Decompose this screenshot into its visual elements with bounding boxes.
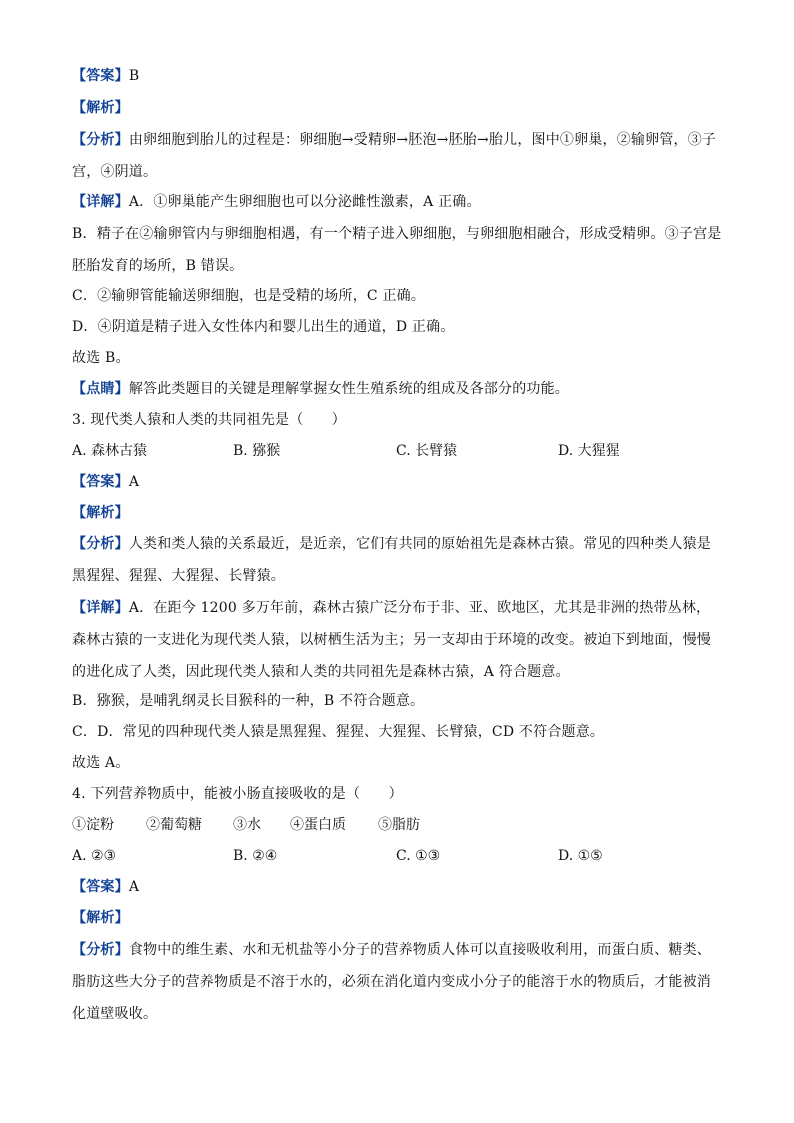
q4-answer-line [72, 877, 724, 897]
q2-dianjing [72, 379, 724, 399]
fenxi-label: 【分析】 [72, 942, 129, 958]
q2-analysis-heading [72, 98, 724, 118]
q4-option-d: D. ①⑤ [558, 848, 603, 864]
conclusion-text: 故选 B。 [72, 350, 130, 366]
q3-answer-line [72, 472, 724, 492]
answer-label: 【答案】 [72, 879, 129, 895]
b-text: B．精子在②输卵管内与卵细胞相遇，有一个精子进入卵细胞，与卵细胞相融合，形成受精卵。③子宫是胚胎发育的场所，B 错误。 [72, 226, 722, 274]
fenxi-label: 【分析】 [72, 536, 129, 552]
q2-xiangjie [72, 192, 724, 212]
q4-fenxi [72, 934, 724, 1030]
q3-option-c: C. 长臂猿 [396, 443, 458, 459]
q2-option-d-explanation [72, 317, 724, 337]
q4-item-2: ②葡萄糖 [146, 817, 202, 833]
q2-option-c-explanation [72, 286, 724, 306]
q4-option-c: C. ①③ [396, 848, 441, 864]
q3-xiangjie [72, 592, 724, 688]
q4-item-4: ④蛋白质 [290, 817, 346, 833]
analysis-label: 【解析】 [72, 505, 129, 521]
q4-option-a: A. ②③ [72, 848, 117, 864]
answer-value: A [128, 879, 140, 895]
q3-option-d: D. 大猩猩 [558, 443, 620, 459]
q4-analysis-heading [72, 908, 724, 928]
q2-fenxi [72, 124, 724, 188]
q3-option-b-explanation [72, 691, 724, 711]
answer-label: 【答案】 [72, 68, 129, 84]
d-text: D．④阴道是精子进入女性体内和婴儿出生的通道，D 正确。 [72, 319, 455, 335]
xiangjie-label: 【详解】 [72, 600, 129, 616]
analysis-label: 【解析】 [72, 910, 129, 926]
q3-question [72, 410, 724, 430]
conclusion-text: 故选 A。 [72, 755, 130, 771]
q4-option-b: B. ②④ [233, 848, 278, 864]
answer-value: B [128, 68, 140, 84]
xiangjie-text: A．①卵巢能产生卵细胞也可以分泌雌性激素，A 正确。 [128, 194, 481, 210]
xiangjie-label: 【详解】 [72, 194, 129, 210]
question-text: 3. 现代类人猿和人类的共同祖先是（ ） [72, 412, 347, 428]
q4-item-5: ⑤脂肪 [378, 817, 420, 833]
fenxi-text: 食物中的维生素、水和无机盐等小分子的营养物质人体可以直接吸收利用，而蛋白质、糖类、脂肪这些大分子的营养物质是不溶于水的，必须在消化道内变成小分子的能溶于水的物质后，才能被消化道壁吸收。 [72, 942, 712, 1022]
question-text: 4. 下列营养物质中，能被小肠直接吸收的是（ ） [72, 786, 403, 802]
c-text: C．②输卵管能输送卵细胞，也是受精的场所，C 正确。 [72, 288, 426, 304]
fenxi-label: 【分析】 [72, 132, 129, 148]
q2-answer-line [72, 66, 724, 86]
q2-conclusion [72, 348, 724, 368]
q3-option-a: A. 森林古猿 [72, 443, 148, 459]
q3-conclusion [72, 753, 724, 773]
fenxi-text: 人类和类人猿的关系最近，是近亲，它们有共同的原始祖先是森林古猿。常见的四种类人猿是黑猩猩、猩猩、大猩猩、长臂猿。 [72, 536, 712, 584]
q3-option-b: B. 猕猴 [233, 443, 281, 459]
fenxi-text: 由卵细胞到胎儿的过程是：卵细胞→受精卵→胚泡→胚胎→胎儿，图中①卵巢，②输卵管，③子宫，④阴道。 [72, 132, 717, 180]
dianjing-text: 解答此类题目的关键是理解掌握女性生殖系统的组成及各部分的功能。 [128, 381, 570, 397]
q4-question [72, 784, 724, 804]
q2-option-b-explanation [72, 218, 724, 282]
dianjing-label: 【点睛】 [72, 381, 129, 397]
cd-text: C．D．常见的四种现代类人猿是黑猩猩、猩猩、大猩猩、长臂猿，CD 不符合题意。 [72, 724, 605, 740]
q3-analysis-heading [72, 503, 724, 523]
q4-item-3: ③水 [233, 817, 261, 833]
answer-value: A [128, 474, 140, 490]
q3-option-cd-explanation [72, 722, 724, 742]
xiangjie-text: A．在距今 1200 多万年前，森林古猿广泛分布于非、亚、欧地区，尤其是非洲的热带丛林，森林古猿的一支进化为现代类人猿，以树栖生活为主；另一支却由于环境的改变。被迫下到地面，慢慢的进化成了人类，因此现代类人猿和人类的共同祖先是森林古猿，A 符合题意。 [72, 600, 711, 680]
q3-fenxi [72, 528, 724, 592]
b-text: B．猕猴，是哺乳纲灵长目猴科的一种，B 不符合题意。 [72, 693, 425, 709]
analysis-label: 【解析】 [72, 100, 129, 116]
answer-label: 【答案】 [72, 474, 129, 490]
q4-item-1: ①淀粉 [72, 817, 114, 833]
